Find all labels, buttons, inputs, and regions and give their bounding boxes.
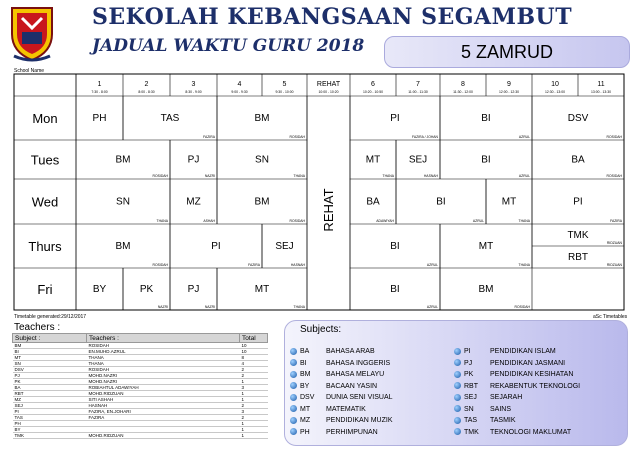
lesson-subject: BM <box>115 154 131 166</box>
teacher-cell: HASNAH <box>87 403 240 409</box>
subject-bullet-icon <box>290 428 297 435</box>
lesson-teacher: ASHAH <box>203 219 215 223</box>
period-number: 3 <box>191 81 196 88</box>
subject-bullet-icon <box>290 405 297 412</box>
subject-bullet-icon <box>290 382 297 389</box>
asc-note: aSc Timetables <box>593 314 628 320</box>
table-row <box>13 433 268 439</box>
subject-name: DUNIA SENI VISUAL <box>326 394 393 401</box>
class-name-badge: 5 ZAMRUD <box>384 36 630 68</box>
subject-item <box>454 392 522 403</box>
period-time: 12:00 - 12:30 <box>499 90 519 94</box>
lesson-subject: BI <box>390 284 400 295</box>
lesson-subject: MZ <box>186 196 201 208</box>
lesson-teacher: ROSIDAH <box>289 135 305 139</box>
subject-cell: PJ <box>13 373 87 379</box>
lesson-subject: PH <box>92 113 107 124</box>
subject-code: PI <box>464 348 471 355</box>
subject-item <box>454 369 573 380</box>
teacher-cell: MOHD.RIDZUAN <box>87 433 240 439</box>
lesson-subject: RBT <box>568 252 588 263</box>
lesson-subject: BI <box>481 154 491 166</box>
period-time: 11:00 - 11:30 <box>408 90 428 94</box>
subject-cell: BM <box>13 343 87 349</box>
total-cell: 1 <box>240 391 268 397</box>
subject-bullet-icon <box>290 348 297 355</box>
subject-code: BI <box>300 359 307 367</box>
lesson-subject: BM <box>115 241 131 252</box>
day-label-tues: Tues <box>30 152 60 168</box>
lesson-subject: TAS <box>160 113 180 124</box>
lesson-teacher: ROSIDAH <box>514 305 530 309</box>
subject-code: PH <box>300 428 310 436</box>
subject-item <box>454 427 571 438</box>
lesson-teacher: THANA <box>518 219 530 223</box>
day-label-mon: Mon <box>32 111 58 126</box>
period-number: 1 <box>97 81 102 88</box>
day-label-wed: Wed <box>31 194 59 210</box>
subject-item <box>454 415 516 426</box>
lesson-subject: BI <box>390 241 400 252</box>
lesson-teacher: ADAWIYAH <box>376 219 394 223</box>
lesson-subject: PI <box>573 196 583 208</box>
total-cell: 1 <box>240 379 268 385</box>
lesson-teacher: AZRUL <box>472 219 484 223</box>
total-cell: 1 <box>240 427 268 433</box>
total-cell: 3 <box>240 409 268 415</box>
subject-cell: PH <box>13 421 87 427</box>
teacher-cell: THANA <box>87 361 240 367</box>
subject-item <box>290 392 393 403</box>
subject-item <box>290 427 378 438</box>
lesson-subject: MT <box>254 284 270 295</box>
period-number: 5 <box>282 81 287 88</box>
lesson-subject: BI <box>481 113 491 124</box>
teacher-cell: ROSIDAH <box>87 343 240 349</box>
subject-cell: BY <box>13 427 87 433</box>
subject-cell: BA <box>13 385 87 391</box>
subject-item <box>290 358 390 369</box>
subject-name: PENDIDIKAN MUZIK <box>326 417 393 424</box>
subject-bullet-icon <box>454 428 461 435</box>
period-time: 10:00 - 10:20 <box>318 90 339 94</box>
subject-code: TAS <box>464 417 478 424</box>
lesson-teacher: AZRUL <box>426 305 438 309</box>
teachers-panel-title: Teachers : <box>14 322 61 333</box>
subject-name: PENDIDIKAN KESIHATAN <box>490 371 574 378</box>
subject-item <box>454 358 565 369</box>
lesson-subject: DSV <box>567 113 589 124</box>
subject-code: MT <box>300 405 311 413</box>
period-number: 4 <box>237 81 242 88</box>
subject-name: MATEMATIK <box>326 405 366 413</box>
subject-bullet-icon <box>454 394 461 401</box>
subject-cell: TMK <box>13 433 87 439</box>
subject-code: DSV <box>300 394 315 401</box>
day-label-thurs: Thurs <box>28 239 62 254</box>
lesson-subject: BM <box>254 113 270 124</box>
teachers-table <box>12 333 268 439</box>
lesson-subject: TMK <box>567 230 589 241</box>
subject-code: BY <box>300 382 310 390</box>
subject-item <box>290 381 377 392</box>
total-column-header: Total <box>240 334 268 343</box>
lesson-subject: MT <box>365 154 381 166</box>
lesson-subject: PI <box>211 241 221 252</box>
lesson-teacher: THANA <box>293 174 305 178</box>
lesson-subject: BA <box>366 196 380 208</box>
subject-cell: SN <box>13 361 87 367</box>
lesson-teacher: AZRUL <box>426 263 438 267</box>
subject-code: PJ <box>464 359 473 367</box>
teacher-cell: EN.MUHD.AZRUL <box>87 349 240 355</box>
total-cell: 8 <box>240 355 268 361</box>
lesson-teacher: FAZIRA <box>203 135 215 139</box>
lesson-teacher: FAZIRA <box>610 219 622 223</box>
period-number: 10 <box>551 81 559 88</box>
period-time: 10:20 - 10:50 <box>363 90 383 94</box>
lesson-teacher: ROSIDAH <box>606 174 622 178</box>
teacher-cell: FAZIRA <box>87 415 240 421</box>
subject-item <box>290 404 366 415</box>
subject-bullet-icon <box>454 405 461 412</box>
lesson-teacher: RIDZUAN <box>606 263 622 267</box>
subject-name: BAHASA INGGERIS <box>326 359 391 367</box>
subject-cell: TAS <box>13 415 87 421</box>
subject-code: SN <box>464 405 474 413</box>
total-cell: 2 <box>240 373 268 379</box>
subject-code: SEJ <box>464 394 477 401</box>
period-number: 7 <box>416 81 420 88</box>
lesson-subject: BA <box>571 154 585 166</box>
subject-code: BA <box>300 348 310 355</box>
lesson-teacher: ROSIDAH <box>289 219 305 223</box>
subject-cell: PI <box>13 409 87 415</box>
lesson-teacher: FAZIRA / JOHAN <box>412 135 438 139</box>
lesson-subject: SN <box>116 196 130 208</box>
teachers-table-header <box>13 334 268 343</box>
subject-bullet-icon <box>454 382 461 389</box>
period-time: 12:30 - 13:00 <box>545 90 565 94</box>
total-cell: 1 <box>240 397 268 403</box>
teacher-cell: MOHD.NAZRI <box>87 373 240 379</box>
period-time: 8:30 - 9:00 <box>185 90 202 94</box>
subject-cell: RBT <box>13 391 87 397</box>
lesson-teacher: THANA <box>518 263 530 267</box>
teacher-cell: MOHD.RIDZUAN <box>87 391 240 397</box>
teacher-cell: THANA <box>87 355 240 361</box>
lesson-subject: PI <box>390 113 400 124</box>
lesson-subject: PK <box>139 284 154 295</box>
period-time: 9:00 - 9:30 <box>231 90 248 94</box>
total-cell: 2 <box>240 367 268 373</box>
lesson-teacher: HASNAH <box>423 174 438 178</box>
period-number: 8 <box>461 81 465 88</box>
period-time: 13:00 - 13:30 <box>591 90 611 94</box>
subject-bullet-icon <box>290 394 297 401</box>
subject-item <box>454 404 511 415</box>
lesson-subject: PJ <box>187 284 200 295</box>
lesson-teacher: FAZIRA <box>248 263 260 267</box>
lesson-teacher: ROSIDAH <box>152 174 168 178</box>
period-number: 11 <box>597 81 605 88</box>
subject-bullet-icon <box>454 348 461 355</box>
subject-name: PENDIDIKAN ISLAM <box>490 348 556 355</box>
subject-bullet-icon <box>454 371 461 378</box>
lesson-subject: BI <box>436 196 446 208</box>
period-number: REHAT <box>316 81 341 88</box>
subject-name: SAINS <box>490 405 512 413</box>
generated-note: Timetable generated:29/12/2017 <box>14 314 87 320</box>
teacher-cell: ROBIAHTUL ADAWIYAH <box>87 385 240 391</box>
subject-name: BAHASA MELAYU <box>326 371 385 378</box>
school-name-label: School Name <box>14 68 45 74</box>
period-time: 8:00 - 8:30 <box>138 90 155 94</box>
subject-bullet-icon <box>290 371 297 378</box>
subject-bullet-icon <box>454 417 461 424</box>
lesson-teacher: THANA <box>382 174 394 178</box>
lesson-teacher: RIDZUAN <box>606 241 622 245</box>
subject-column-header: Subject : <box>13 334 87 343</box>
lesson-subject: BY <box>92 284 107 295</box>
teacher-cell: ROSIDAH <box>87 367 240 373</box>
subject-item <box>290 415 393 426</box>
lesson-teacher: NAZRI <box>204 174 215 178</box>
subject-code: PK <box>464 371 474 378</box>
subject-cell: DSV <box>13 367 87 373</box>
subject-bullet-icon <box>454 359 461 366</box>
subject-item <box>290 369 384 380</box>
total-cell: 3 <box>240 385 268 391</box>
school-title: SEKOLAH KEBANGSAAN SEGAMBUT <box>92 4 573 30</box>
lesson-teacher: NAZRI <box>204 305 215 309</box>
subject-name: SEJARAH <box>490 394 523 401</box>
lesson-subject: SEJ <box>275 241 294 252</box>
total-cell: 1 <box>240 433 268 439</box>
total-cell: 2 <box>240 415 268 421</box>
subject-name: BACAAN YASIN <box>326 382 378 390</box>
subjects-panel-title: Subjects: <box>300 324 342 335</box>
lesson-subject: BM <box>254 196 270 208</box>
total-cell: 1 <box>240 421 268 427</box>
subject-item <box>290 346 375 357</box>
teacher-cell: MOHD.NAZRI <box>87 379 240 385</box>
subject-bullet-icon <box>290 417 297 424</box>
rehat-label: REHAT <box>321 188 336 232</box>
period-time: 9:30 - 10:00 <box>275 90 294 94</box>
subject-item <box>454 381 580 392</box>
lesson-subject: MT <box>478 241 494 252</box>
period-number: 6 <box>371 81 375 88</box>
lesson-teacher: NAZRI <box>157 305 168 309</box>
subject-cell: BI <box>13 349 87 355</box>
subject-cell: MZ <box>13 397 87 403</box>
lesson-subject: PJ <box>187 154 200 166</box>
lesson-subject: SEJ <box>408 154 428 166</box>
teacher-cell: FAZIRA, EN.JOHARI <box>87 409 240 415</box>
teacher-cell: SITI ASHAH <box>87 397 240 403</box>
lesson-teacher: ROSIDAH <box>606 135 622 139</box>
subject-name: TEKNOLOGI MAKLUMAT <box>490 428 572 436</box>
period-time: 7:30 - 8:00 <box>91 90 108 94</box>
period-number: 9 <box>507 81 511 88</box>
lesson-teacher: HASNAH <box>290 263 305 267</box>
teachers-column-header: Teachers : <box>87 334 240 343</box>
day-label-fri: Fri <box>37 282 53 297</box>
lesson-subject: SN <box>255 154 269 166</box>
total-cell: 10 <box>240 343 268 349</box>
total-cell: 10 <box>240 349 268 355</box>
lesson-subject: MT <box>501 196 517 208</box>
subject-bullet-icon <box>290 359 297 366</box>
subject-item <box>454 346 556 357</box>
lesson-teacher: AZRUL <box>518 135 530 139</box>
lesson-teacher: THANA <box>293 305 305 309</box>
lesson-teacher: AZRUL <box>518 174 530 178</box>
subject-cell: PK <box>13 379 87 385</box>
total-cell: 4 <box>240 361 268 367</box>
total-cell: 2 <box>240 403 268 409</box>
period-time: 11:30 - 12:00 <box>453 90 473 94</box>
subject-name: PENDIDIKAN JASMANI <box>490 359 566 367</box>
lesson-teacher: THANA <box>156 219 168 223</box>
subject-code: TMK <box>464 428 479 436</box>
period-number: 2 <box>144 81 149 88</box>
timetable-subtitle: JADUAL WAKTU GURU 2018 <box>92 36 365 56</box>
subject-name: REKABENTUK TEKNOLOGI <box>490 382 581 390</box>
subject-name: PERHIMPUNAN <box>326 428 378 436</box>
subject-cell: MT <box>13 355 87 361</box>
lesson-subject: BM <box>478 284 494 295</box>
subject-name: BAHASA ARAB <box>326 348 375 355</box>
subject-code: MZ <box>300 417 311 424</box>
lesson-teacher: ROSIDAH <box>152 263 168 267</box>
subject-cell: SEJ <box>13 403 87 409</box>
subject-code: RBT <box>464 382 478 390</box>
subject-name: TASMIK <box>490 417 516 424</box>
subject-code: BM <box>300 371 311 378</box>
